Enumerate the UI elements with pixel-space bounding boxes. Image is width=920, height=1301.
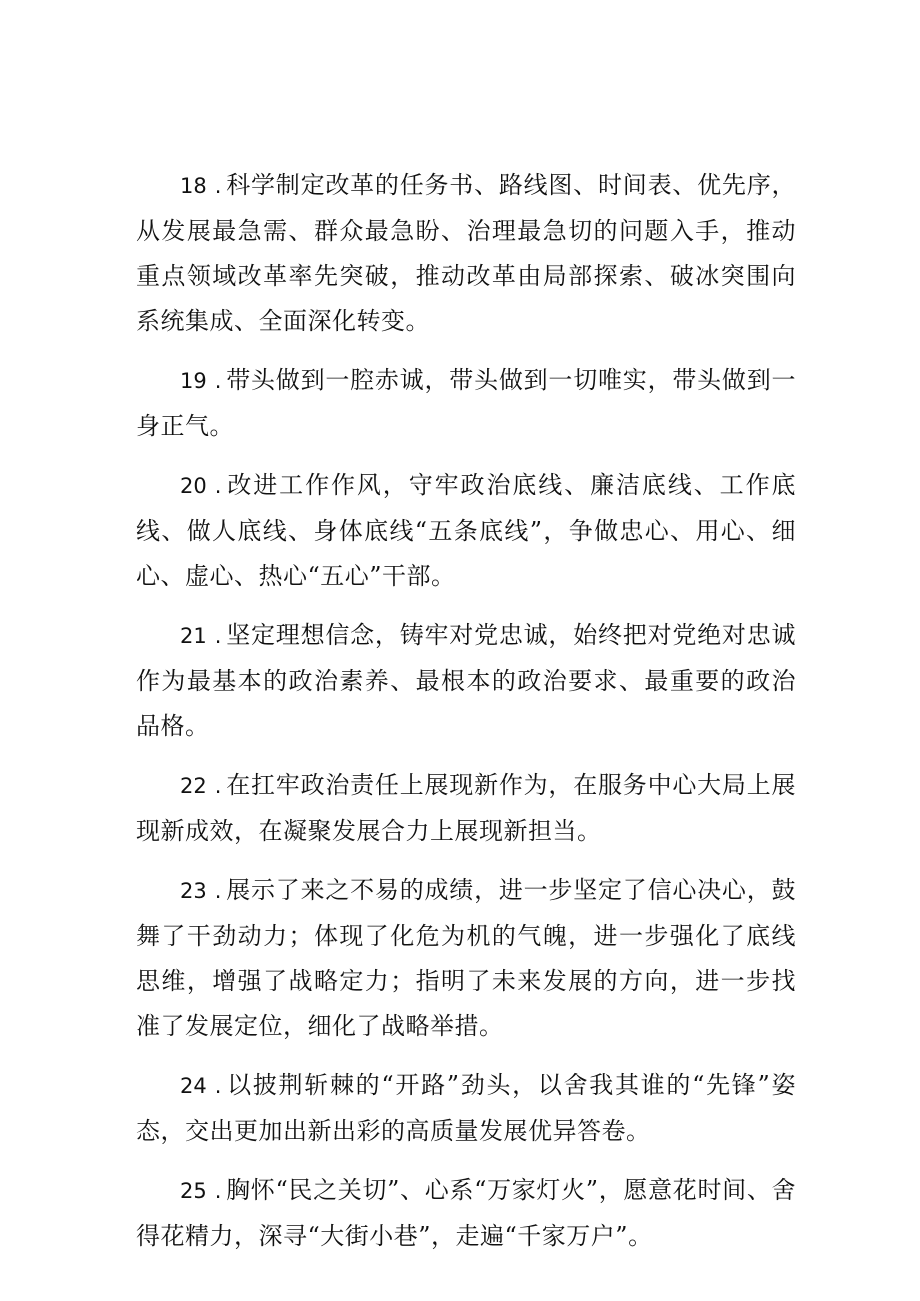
item-separator: . (214, 879, 222, 903)
item-number: 22 (180, 774, 207, 798)
item-text: 带头做到一腔赤诚，带头做到一切唯实，带头做到一身正气。 (136, 366, 796, 440)
item-number: 23 (180, 879, 207, 903)
item-text: 以披荆斩棘的“开路”劲头，以舍我其谁的“先锋”姿态，交出更加出新出彩的高质量发展优异答卷。 (136, 1071, 796, 1145)
list-item-25 (136, 1168, 796, 1259)
document-body (136, 163, 796, 1273)
list-item-21 (136, 613, 796, 749)
item-separator: . (214, 624, 222, 648)
item-number: 25 (180, 1179, 207, 1203)
item-text: 坚定理想信念，铸牢对党忠诚，始终把对党绝对忠诚作为最基本的政治素养、最根本的政治要求、最重要的政治品格。 (136, 621, 796, 740)
item-number: 18 (180, 174, 207, 198)
item-separator: . (214, 174, 222, 198)
item-separator: . (214, 1074, 222, 1098)
item-separator: . (214, 774, 222, 798)
list-item-19 (136, 358, 796, 449)
item-text: 科学制定改革的任务书、路线图、时间表、优先序，从发展最急需、群众最急盼、治理最急切的问题入手，推动重点领域改革率先突破，推动改革由局部探索、破冰突围向系统集成、全面深化转变。 (136, 171, 796, 335)
item-text: 改进工作作风，守牢政治底线、廉洁底线、工作底线、做人底线、身体底线“五条底线”，争做忠心、用心、细心、虚心、热心“五心”干部。 (136, 471, 796, 590)
item-number: 24 (180, 1074, 207, 1098)
item-number: 21 (180, 624, 207, 648)
list-item-18 (136, 163, 796, 344)
item-number: 20 (180, 474, 207, 498)
item-text: 胸怀“民之关切”、心系“万家灯火”，愿意花时间、舍得花精力，深寻“大街小巷”，走遍“千家万户”。 (136, 1176, 796, 1250)
item-text: 展示了来之不易的成绩，进一步坚定了信心决心，鼓舞了干劲动力；体现了化危为机的气魄，进一步强化了底线思维，增强了战略定力；指明了未来发展的方向，进一步找准了发展定位，细化了战略举措。 (136, 876, 796, 1040)
list-item-22 (136, 763, 796, 854)
item-separator: . (214, 474, 222, 498)
item-text: 在扛牢政治责任上展现新作为，在服务中心大局上展现新成效，在凝聚发展合力上展现新担当。 (136, 771, 796, 845)
list-item-24 (136, 1063, 796, 1154)
item-separator: . (214, 1179, 222, 1203)
list-item-20 (136, 463, 796, 599)
item-number: 19 (180, 369, 207, 393)
list-item-23 (136, 868, 796, 1049)
item-separator: . (214, 369, 222, 393)
